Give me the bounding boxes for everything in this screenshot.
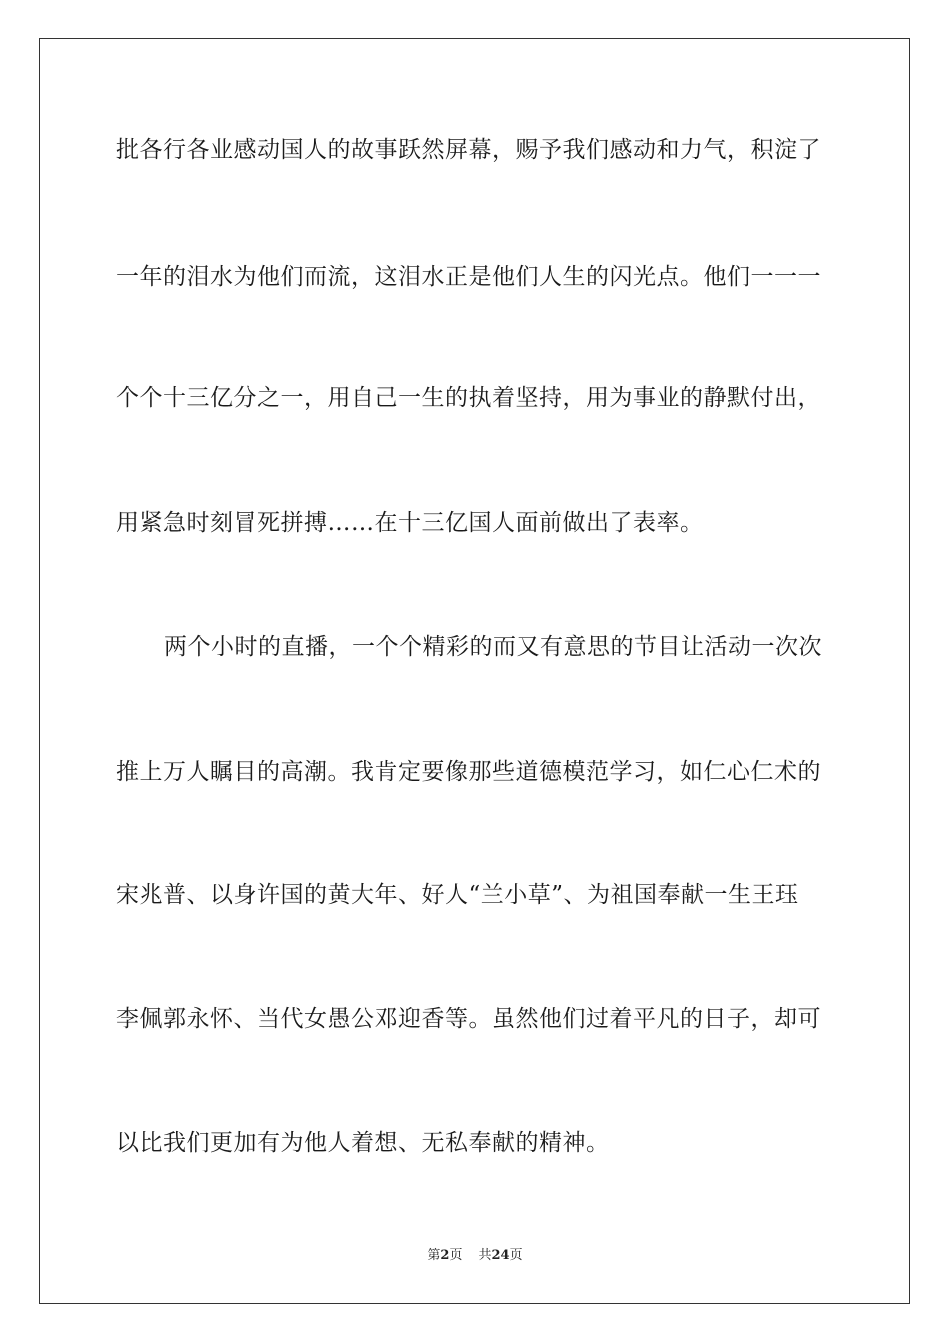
body-text-line-3: 个个十三亿分之一，用自己一生的执着坚持，用为事业的静默付出， xyxy=(116,385,821,411)
total-prefix: 共 xyxy=(478,1248,492,1263)
page-border xyxy=(39,38,910,1304)
body-text-line-7: 宋兆普、以身许国的黄大年、好人“兰小草”、为祖国奉献一生王珏 xyxy=(116,882,799,908)
page-prefix: 第 xyxy=(427,1248,441,1263)
page-footer xyxy=(0,1247,950,1265)
page-number: 2 xyxy=(440,1248,450,1263)
total-pages: 24 xyxy=(491,1248,510,1263)
body-text-line-6: 推上万人瞩目的高潮。我肯定要像那些道德模范学习，如仁心仁术的 xyxy=(116,759,821,785)
body-text-line-4: 用紧急时刻冒死拼搏……在十三亿国人面前做出了表率。 xyxy=(116,510,704,536)
page-suffix: 页 xyxy=(449,1248,463,1263)
body-text-line-9: 以比我们更加有为他人着想、无私奉献的精神。 xyxy=(116,1130,610,1156)
total-suffix: 页 xyxy=(509,1248,523,1263)
body-text-line-8: 李佩郭永怀、当代女愚公邓迎香等。虽然他们过着平凡的日子，却可 xyxy=(116,1006,821,1032)
body-text-line-1: 批各行各业感动国人的故事跃然屏幕，赐予我们感动和力气，积淀了 xyxy=(116,137,821,163)
body-text-line-2: 一年的泪水为他们而流，这泪水正是他们人生的闪光点。他们一一一 xyxy=(116,264,821,290)
body-text-line-5: 两个小时的直播，一个个精彩的而又有意思的节目让活动一次次 xyxy=(164,634,822,660)
